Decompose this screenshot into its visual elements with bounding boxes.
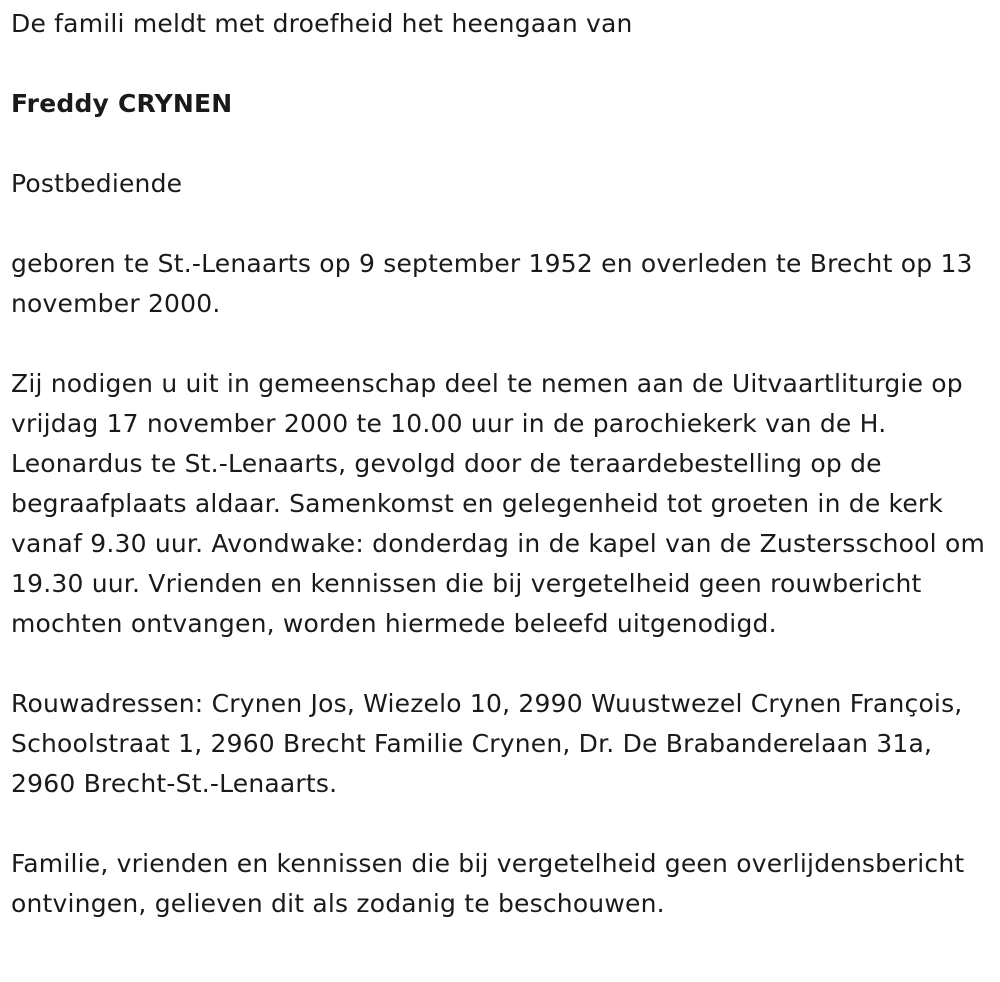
intro-text: De famili meldt met droefheid het heengaan van [11, 9, 633, 38]
occupation-text: Postbediende [11, 169, 183, 198]
closing-note-text: Familie, vrienden en kennissen die bij vergetelheid geen overlijdensbericht ontvingen, gelieven dit als zodanig te beschouwen. [11, 849, 965, 918]
birth-death-text: geboren te St.-Lenaarts op 9 september 1952 en overleden te Brecht op 13 november 2000. [11, 249, 973, 318]
deceased-name: Freddy CRYNEN [11, 89, 233, 118]
mourning-addresses-text: Rouwadressen: Crynen Jos, Wiezelo 10, 2990 Wuustwezel Crynen François, Schoolstraat 1, 2960 Brecht Familie Crynen, Dr. De Brabanderelaan 31a, 2960 Brecht-St.-Lenaarts. [11, 689, 963, 798]
funeral-details-text: Zij nodigen u uit in gemeenschap deel te nemen aan de Uitvaartliturgie op vrijdag 17 november 2000 te 10.00 uur in de parochiekerk van de H. Leonardus te St.-Lenaarts, gevolgd door de teraardebestelling op de begraafplaats aldaar. Samenkomst en gelegenheid tot groeten in de kerk vanaf 9.30 uur. Avondwake: donderdag in de kapel van de Zustersschool om 19.30 uur. Vrienden en kennissen die bij vergetelheid geen rouwbericht mochten ontvangen, worden hiermede beleefd uitgenodigd. [11, 369, 986, 638]
